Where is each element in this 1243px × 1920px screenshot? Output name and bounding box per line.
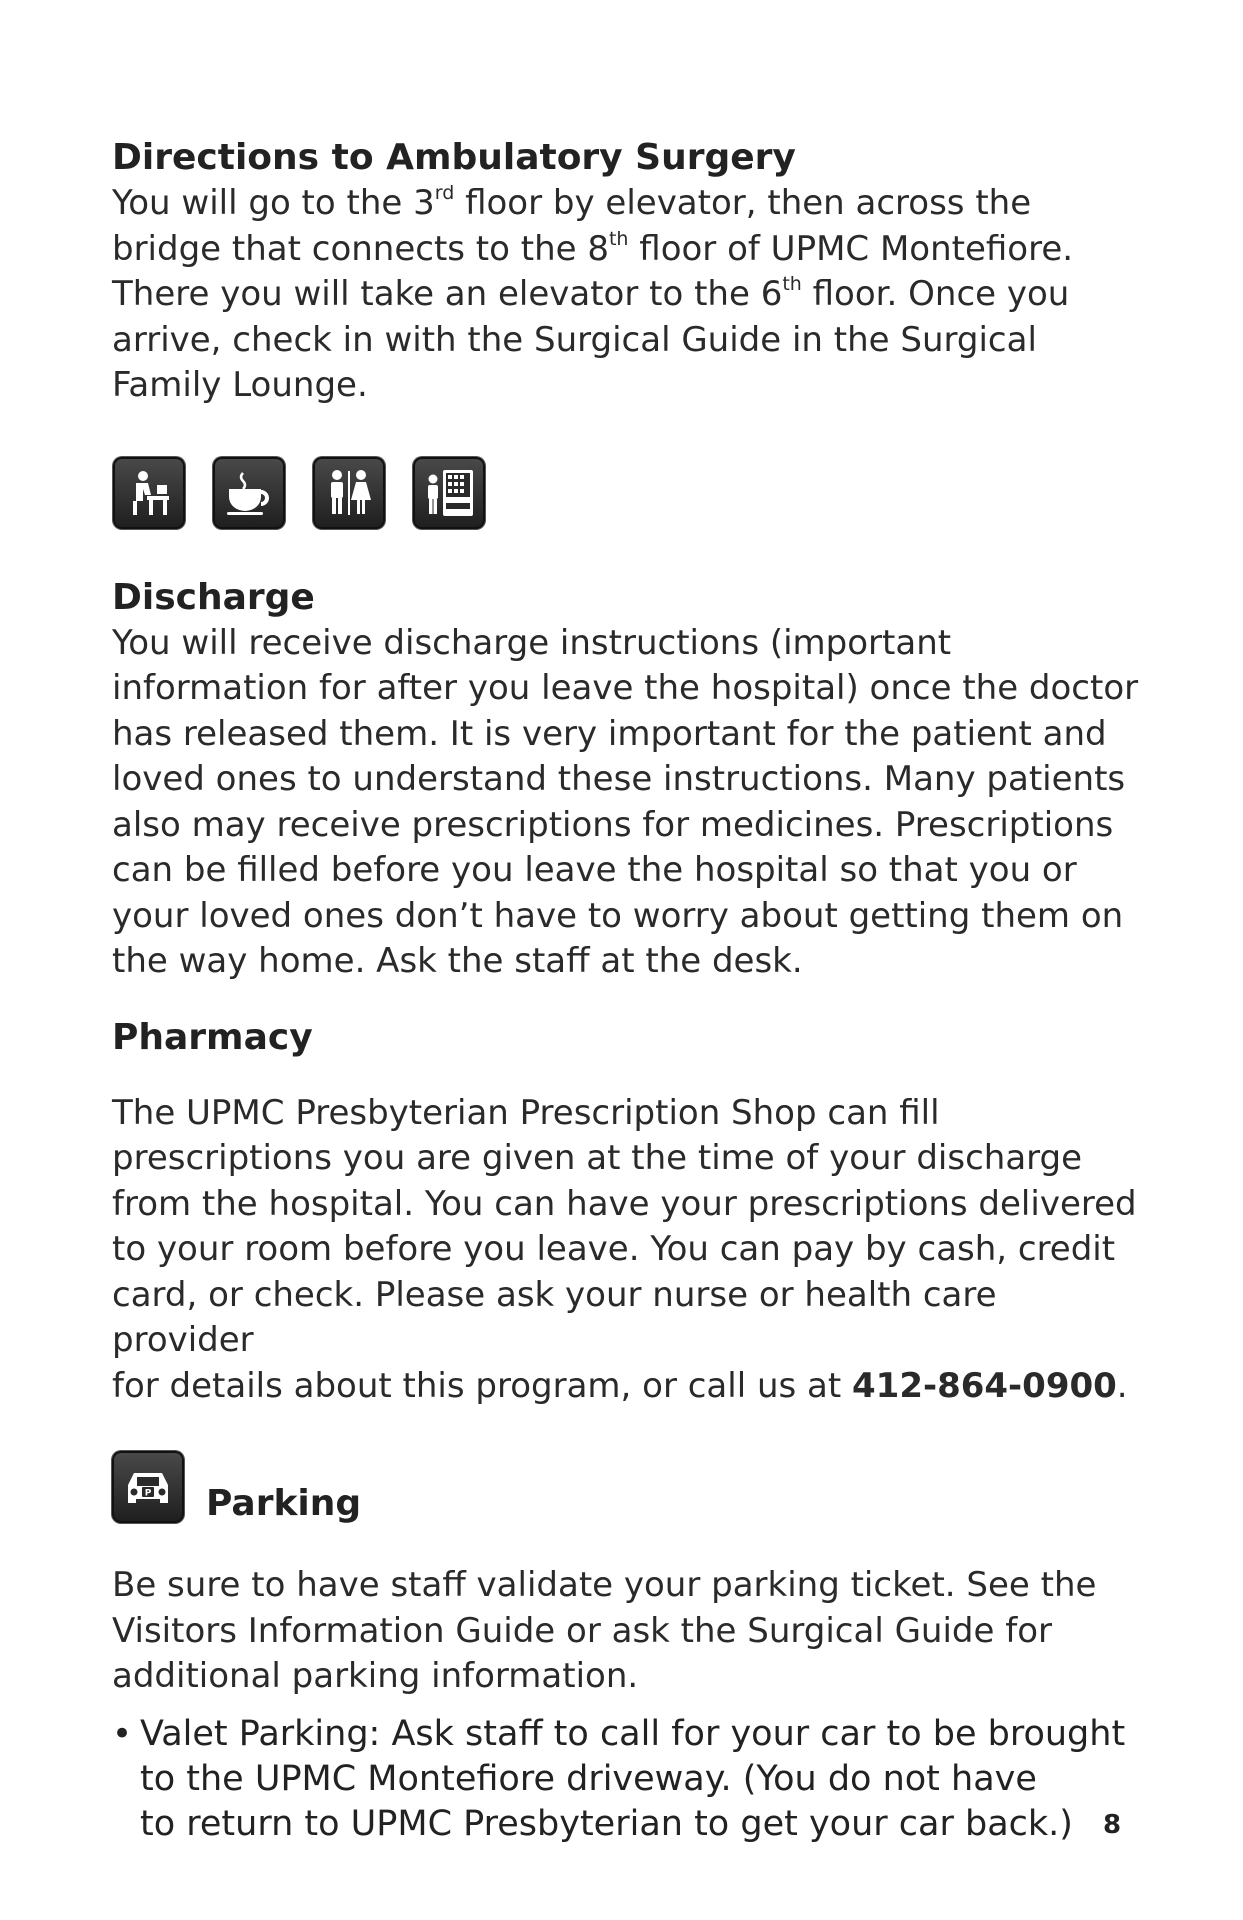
parking-title: Parking xyxy=(206,1483,362,1524)
restroom-icon xyxy=(313,457,385,529)
page-number: 8 xyxy=(1103,1810,1122,1840)
valet-parking-bullet xyxy=(112,1712,1142,1847)
pharmacy-phone: 412-864-0900 xyxy=(852,1365,1117,1406)
discharge-body: You will receive discharge instructions (important information for after you leave the hospital) once the doctor has released them. It is very important for the patient and loved ones to understand these instructions. Many patients also may receive prescriptions for medicines. Prescriptions can be filled before you leave the hospital so that you or your loved ones don’t have to worry about getting them on the way home. Ask the staff at the desk. xyxy=(112,622,1139,981)
directions-title: Directions to Ambulatory Surgery xyxy=(112,137,796,178)
pharmacy-body: The UPMC Presbyterian Prescription Shop can fill prescriptions you are given at the time of your discharge from the hospital. You can have your prescriptions delivered to your room before you leave. You can pay by cash, credit card, or check. Please ask your nurse or health care provider for details about this program, or call us at 412-864-0900. xyxy=(112,1092,1137,1406)
parking-heading xyxy=(112,1451,1142,1523)
svg-text:P: P xyxy=(144,1488,152,1499)
directions-body: You will go to the 3rd floor by elevator, then across the bridge that connects to the 8th floor of UPMC Montefiore. There you will take an elevator to the 6th floor. Once you arrive, check in with the Surgical Guide in the Surgical Family Lounge. xyxy=(112,182,1074,405)
vending-machine-icon xyxy=(413,457,485,529)
parking-car-icon xyxy=(112,1451,184,1523)
coffee-cup-icon xyxy=(213,457,285,529)
parking-body: Be sure to have staff validate your parking ticket. See the Visitors Information Guide or ask the Surgical Guide for additional parking information. xyxy=(112,1565,1097,1696)
information-desk-icon xyxy=(113,457,185,529)
bullet-marker: • xyxy=(112,1713,133,1754)
amenity-icons xyxy=(113,457,1142,529)
discharge-title: Discharge xyxy=(112,576,315,618)
page-content xyxy=(112,135,1142,1847)
bullet-text: Valet Parking: Ask staff to call for your car to be brought to the UPMC Montefiore driveway. (You do not have to return to UPMC Presbyterian to get your car back.) xyxy=(140,1713,1126,1844)
pharmacy-title: Pharmacy xyxy=(112,1016,313,1058)
